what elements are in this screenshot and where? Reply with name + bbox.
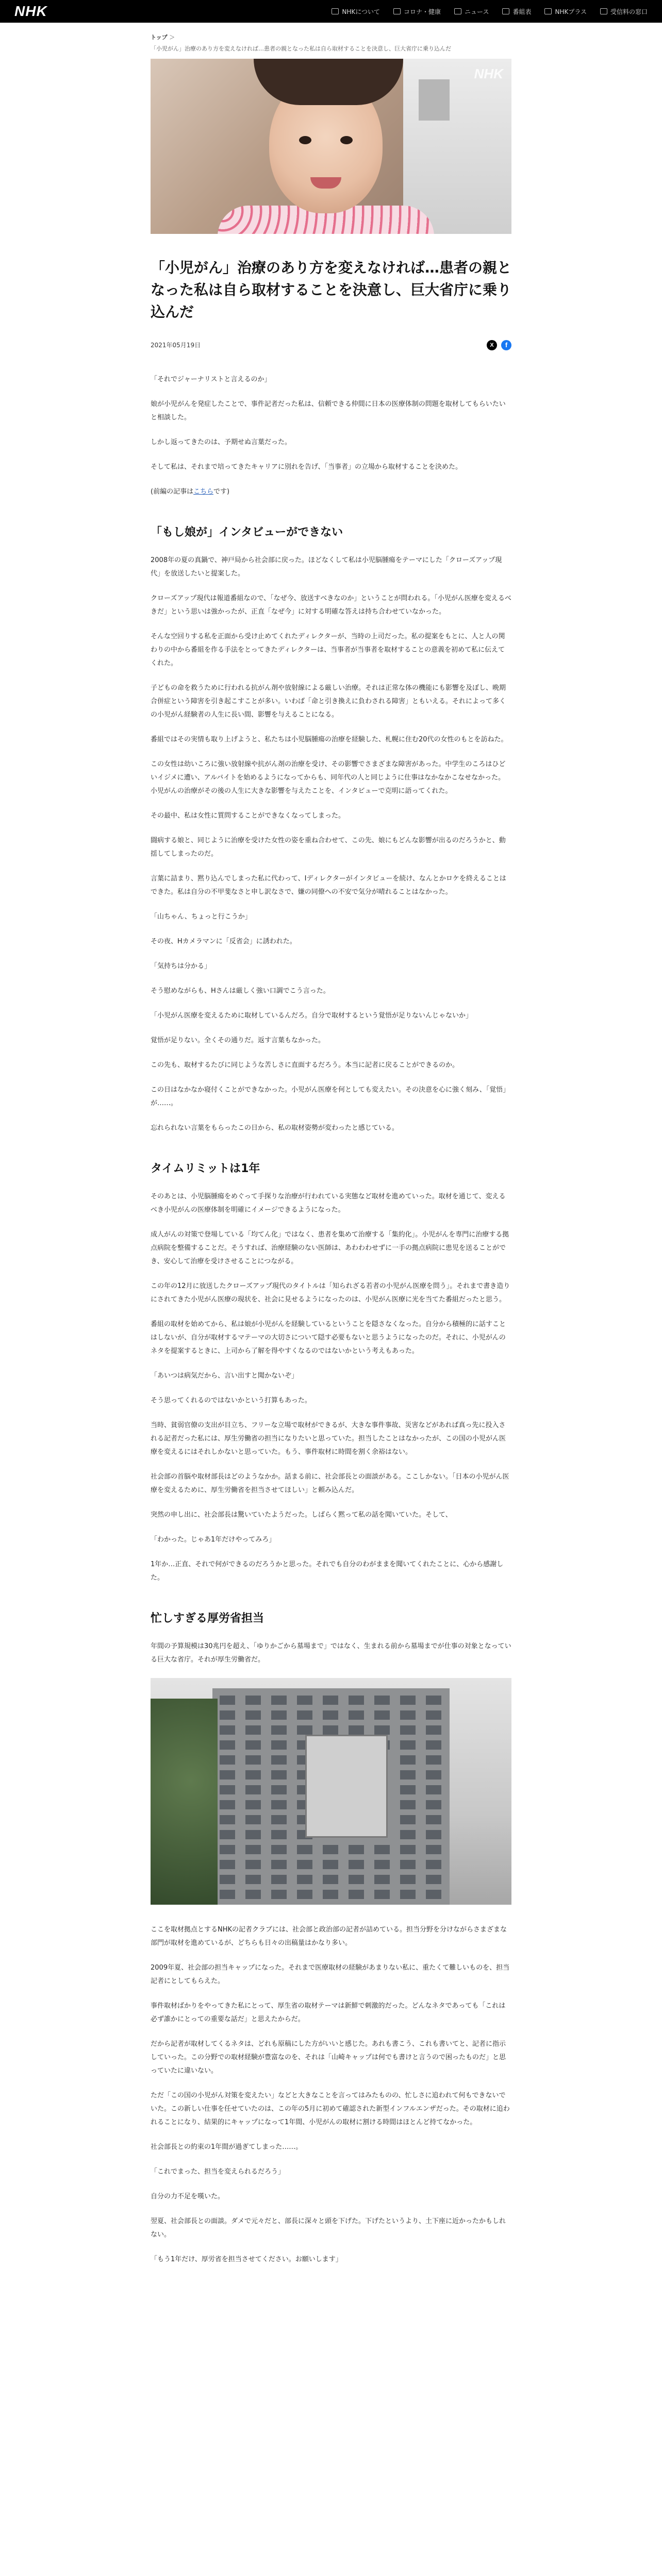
news-icon (454, 8, 461, 14)
paragraph: 年間の予算規模は30兆円を超え、「ゆりかごから墓場まで」ではなく、生まれる前から墓場までが仕事の対象となっている巨大な省庁。それが厚生労働省だ。 (151, 1642, 511, 1664)
paragraph: クローズアップ現代は報道番組なので、「なぜ今、放送すべきなのか」ということが問われる。「小児がん医療を変えるべきだ」という思いは強かったが、正直「なぜ今」に対する明確な答えは持ち合わせていなかった。 (151, 594, 511, 616)
nav-label: 受信料の窓口 (610, 8, 648, 15)
paragraph: 社会部の首脳や取材部長はどのようなかか。話まる前に、社会部長との面談がある。ここしかない。「日本の小児がん医療を変えるために、厚生労働省を担当させてほしい」と頼み込んだ。 (151, 1472, 509, 1494)
building-window (426, 1875, 441, 1884)
building-window (220, 1770, 235, 1780)
paragraph: その最中、私は女性に質問することができなくなってしまった。 (151, 811, 345, 820)
tv-guide-icon (502, 8, 509, 14)
building-window (220, 1710, 235, 1720)
header-nav (332, 7, 648, 16)
nav-item-nhk-plus[interactable] (544, 7, 587, 16)
building-window (245, 1696, 261, 1705)
building-window (323, 1710, 338, 1720)
hero-image (151, 59, 511, 234)
building-window (323, 1860, 338, 1869)
paragraph: この女性は幼いころに強い放射線や抗がん剤の治療を受け、その影響でさまざまな障害があった。中学生のころはひどいイジメに遭い、アルバイトを始めるようになってからも、同年代の人と同じように仕事はなかなかこなせなかった。小児がんの治療がその後の人生に大きな影響を与えたことを、インタビューで克明に語ってくれた。 (151, 760, 506, 795)
building-window (245, 1770, 261, 1780)
article-container (151, 23, 511, 2266)
share-x-icon[interactable]: X (487, 340, 497, 350)
building-window (426, 1815, 441, 1824)
building-window (245, 1800, 261, 1809)
nav-label: NHKプラス (555, 8, 587, 15)
paragraph: 忘れられない言葉をもらったこの日から、私の取材姿勢が変わったと感じている。 (151, 1124, 399, 1132)
building-window (349, 1890, 364, 1899)
intro-paragraph: そして私は、それまで培ってきたキャリアに別れを告げ、「当事者」の立場から取材することを決めた。 (151, 463, 462, 471)
paragraph: 「山ちゃん、ちょっと行こうか」 (151, 912, 252, 921)
hero-eye-right (340, 136, 353, 144)
building-window (297, 1725, 312, 1735)
paragraph: ただ「この国の小児がん対策を変えたい」などと大きなことを言ってはみたものの、忙しさに追われて何もできないでいた。この新しい仕事を任せていたのは、この年の5月に初めて確認された新型インフルエンザだった。その取材に追われることになり、結果的にキャップになって1年間、小児がんの取材に割ける時間はほとんど持てなかった。 (151, 2091, 510, 2126)
building-window (271, 1696, 287, 1705)
building-window (400, 1890, 416, 1899)
nav-label: コロナ・健康 (404, 8, 441, 15)
paragraph: 「小児がん医療を変えるために取材しているんだろ。自分で取材するという覚悟が足りないんじゃないか」 (151, 1011, 473, 1020)
building-window (271, 1815, 287, 1824)
paragraph: 翌夏、社会部長との面談。ダメで元々だと、部長に深々と頭を下げた。下げたというより、土下座に近かったかもしれない。 (151, 2217, 506, 2239)
building-window (271, 1770, 287, 1780)
building-window (400, 1785, 416, 1794)
building-window (220, 1875, 235, 1884)
hero-eye-left (299, 136, 311, 144)
paragraph: この日はなかなか寝付くことができなかった。小児がん医療を何としても変えたい。その決意を心に強く刻み、「覚悟」が……。 (151, 1086, 510, 1107)
paragraph: 闘病する娘と、同じように治療を受けた女性の姿を重ね合わせて、この先、娘にもどんな影響が出るのだろうかと、動揺してしまったのだ。 (151, 836, 506, 858)
building-window (323, 1845, 338, 1854)
paragraph: 番組ではその実情も取り上げようと、私たちは小児脳腫瘍の治療を経験した、札幌に住む20代の女性のもとを訪ねた。 (151, 735, 508, 743)
hero-background-wall (403, 59, 511, 234)
building-window (426, 1755, 441, 1765)
paragraph: そう慰めながらも、Hさんは厳しく強い口調でこう言った。 (151, 987, 330, 995)
ministry-building-photo (151, 1678, 511, 1905)
building-window (400, 1740, 416, 1750)
breadcrumb-current: 「小児がん」治療のあり方を変えなければ…患者の親となった私は自ら取材することを決意し、巨大省庁に乗り込んだ (151, 45, 451, 52)
previous-article-link[interactable]: こちら (193, 487, 213, 496)
info-icon (332, 8, 339, 14)
building-window (349, 1845, 364, 1854)
building-window (349, 1725, 364, 1735)
hero-watermark: NHK (474, 65, 503, 81)
tree-foliage (151, 1699, 218, 1905)
nav-item-fee[interactable] (600, 7, 648, 16)
nhk-logo[interactable]: NHK (14, 3, 47, 19)
nav-item-tv-guide[interactable] (502, 7, 531, 16)
building-window (426, 1785, 441, 1794)
building-window (349, 1875, 364, 1884)
building-window (374, 1696, 390, 1705)
paragraph: 2009年夏、社会部の担当キャップになった。それまで医療取材の経験があまりない私に、重たくて難しいものを、担当記者にとしてもらえた。 (151, 1963, 510, 1985)
building-window (271, 1785, 287, 1794)
building-window (349, 1860, 364, 1869)
nav-label: 番組表 (512, 8, 532, 15)
building-window (220, 1830, 235, 1839)
building-window (271, 1860, 287, 1869)
section-heading: タイムリミットは1年 (151, 1162, 260, 1175)
paragraph: だから記者が取材してくるネタは、どれも原稿にした方がいいと感じた。あれも書こう、これも書いてと、記者に指示していった。この分野での取材経験が豊富なのを、それは「山崎キャップは何でも書けと言うので困ったものだ」と思っていたに違いない。 (151, 2040, 506, 2075)
hero-mouth (310, 177, 341, 189)
nav-item-news[interactable] (454, 7, 489, 16)
breadcrumb-home[interactable]: トップ (151, 34, 168, 41)
building-window (426, 1845, 441, 1854)
paragraph: 「もう1年だけ、厚労省を担当させてください。お願いします」 (151, 2255, 342, 2263)
building-window (271, 1710, 287, 1720)
building-window (400, 1755, 416, 1765)
figure-paragraphs (151, 1923, 511, 2266)
paragraph: 言葉に詰まり、黙り込んでしまった私に代わって、Iディレクターがインタビューを続け、なんとかロケを終えることはできた。私は自分の不甲斐なさと申し訳なさで、嫌の同僚への不安で気分が晴れることはなかった。 (151, 874, 506, 896)
paragraph: 事件取材ばかりをやってきた私にとって、厚生省の取材テーマは新鮮で刺激的だった。どんなネタであっても「これは必ず誰かにとっての重要な話だ」と思えたからだ。 (151, 2002, 506, 2023)
building-window (374, 1725, 390, 1735)
prev-suffix: です) (213, 487, 230, 496)
building-window (426, 1890, 441, 1899)
intro-paragraph: 「それでジャーナリストと言えるのか」 (151, 375, 271, 383)
paragraph: 「あいつは病気だから、言い出すと聞かないぞ」 (151, 1371, 299, 1380)
paragraph: 社会部長との約束の1年間が過ぎてしまった……。 (151, 2143, 303, 2151)
paragraph: ここを取材拠点とするNHKの記者クラブには、社会部と政治部の記者が詰めている。担当分野を分けながらさまざまな部門が取材を進めているが、どちらも日々の出稿量はかなり多い。 (151, 1925, 507, 1947)
paragraph: 自分の力不足を嘆いた。 (151, 2192, 225, 2200)
building-window (220, 1845, 235, 1854)
section-heading: 忙しすぎる厚労省担当 (151, 1612, 264, 1625)
building-window (220, 1755, 235, 1765)
fee-icon (600, 8, 607, 14)
building-window (245, 1875, 261, 1884)
building-window (400, 1725, 416, 1735)
section-1-paragraphs (151, 554, 511, 1135)
play-icon (544, 8, 552, 14)
building-window (323, 1725, 338, 1735)
paragraph: 「わかった。じゃあ1年だけやってみろ」 (151, 1535, 276, 1544)
building-window (245, 1860, 261, 1869)
article-title: 「小児がん」治療のあり方を変えなければ…患者の親となった私は自ら取材することを決意し、巨大省庁に乗り込んだ (151, 259, 512, 321)
building-window (323, 1875, 338, 1884)
section-2-paragraphs (151, 1190, 511, 1585)
breadcrumb (151, 33, 511, 41)
publish-date: 2021年05月19日 (151, 342, 201, 349)
section-heading: 「もし娘が」インタビューができない (151, 526, 343, 539)
building-window (297, 1875, 312, 1884)
building-window (323, 1696, 338, 1705)
building-window (400, 1770, 416, 1780)
paragraph: 1年か…正直、それで何ができるのだろうかと思った。それでも自分のわがままを聞いてくれたことに、心から感謝した。 (151, 1560, 504, 1582)
building-window (245, 1710, 261, 1720)
building-window (245, 1845, 261, 1854)
building-window (297, 1860, 312, 1869)
building-window (426, 1710, 441, 1720)
building-window (374, 1860, 390, 1869)
article-body (151, 373, 511, 2266)
building-window (297, 1890, 312, 1899)
building-window (426, 1696, 441, 1705)
hero-hair (254, 59, 403, 105)
paragraph: そのあとは、小児脳腫瘍をめぐって手探りな治療が行われている実態など取材を進めていった。取材を通じて、変えるべき小児がんの医療体制を明確にイメージできるようになった。 (151, 1192, 506, 1214)
building-window (220, 1890, 235, 1899)
building-window (426, 1800, 441, 1809)
building-window (220, 1725, 235, 1735)
building-window (349, 1710, 364, 1720)
building-window (271, 1875, 287, 1884)
building-window (426, 1830, 441, 1839)
paragraph: 成人がんの対策で登場している「均てん化」ではなく、患者を集めて治療する「集約化」。小児がんを専門に治療する拠点病院を整備することだ。そうすれば、治療経験のない医師は、あわわわせずに一手の拠点病院に患児を送ることができ、安心して治療を受けさせることにつながる。 (151, 1230, 509, 1265)
share-buttons (487, 340, 511, 350)
building-window (374, 1710, 390, 1720)
paragraph: 番組の取材を始めてから、私は娘が小児がんを経験しているということを隠さなくなった。自分から積極的に話すことはしないが、自分が取材するマテーマの大切さについて隠す必要もないと思うようになったのだ。それに、小児がんのネタを提案するときに、上司から了解を得やすくなるのではないかという考えもあった。 (151, 1320, 506, 1355)
share-facebook-icon[interactable]: f (501, 340, 511, 350)
building-window (220, 1740, 235, 1750)
building-window (400, 1815, 416, 1824)
paragraph: 「気持ちは分かる」 (151, 962, 211, 970)
building-window (220, 1860, 235, 1869)
article-meta (151, 340, 511, 350)
building-window (245, 1890, 261, 1899)
paragraph: 「これでまった、担当を変えられるだろう」 (151, 2167, 285, 2176)
health-icon (393, 8, 401, 14)
building-window (297, 1845, 312, 1854)
building-window (400, 1845, 416, 1854)
building-window (297, 1696, 312, 1705)
intro-paragraph: 娘が小児がんを発症したことで、事件記者だった私は、信頼できる仲間に日本の医療体制の問題を取材してもらいたいと相談した。 (151, 400, 506, 421)
paragraph: 子どもの命を救うために行われる抗がん剤や放射線による厳しい治療。それは正常な体の機能にも影響を及ぼし、晩期合併症という障害を引き起こすことが多い。いわば「命と引き換えに負わされる障害」ともいえる。それによって多くの小児がん経験者の人生に長い間、影響を与えることになる。 (151, 684, 506, 719)
paragraph: その夜、Hカメラマンに「反省会」に誘われた。 (151, 937, 296, 945)
prev-prefix: (前編の記事は (151, 487, 194, 496)
building-window (374, 1875, 390, 1884)
building-window (245, 1740, 261, 1750)
building-window (400, 1875, 416, 1884)
building-window (271, 1740, 287, 1750)
paragraph: そんな空回りする私を正面から受け止めてくれたディレクターが、当時の上司だった。私の提案をもとに、人と人の関わりの中から番組を作る手法をとってきたディレクターは、当事者が当事者を取材することの意義を初めて私に伝えてくれた。 (151, 632, 505, 667)
building-window (245, 1830, 261, 1839)
building-window (245, 1815, 261, 1824)
site-header (0, 0, 662, 23)
intro-paragraph: しかし返ってきたのは、予期せぬ言葉だった。 (151, 438, 292, 446)
building-window (245, 1755, 261, 1765)
building-window (271, 1890, 287, 1899)
paragraph: 2008年の夏の真鍋で、神戸局から社会部に戻った。ほどなくして私は小児脳腫瘍をテーマにした「クローズアップ現代」を放送したいと提案した。 (151, 556, 502, 578)
building-window (374, 1845, 390, 1854)
paragraph: この年の12月に放送したクローズアップ現代のタイトルは「知られざる若者の小児がん医療を問う」。それまで書き造りにされてきた小児がん医療の現状を、社会に見せるようになったのは、小児がん医療に光を当てた番組だったと思う。 (151, 1282, 510, 1303)
previous-article-note (151, 485, 511, 499)
building-window (220, 1785, 235, 1794)
nav-item-about[interactable] (332, 7, 380, 16)
building-window (400, 1800, 416, 1809)
building-window (400, 1696, 416, 1705)
building-window (245, 1785, 261, 1794)
building-window (400, 1710, 416, 1720)
building-window (349, 1696, 364, 1705)
paragraph: 当時、貧弱官僚の支出が目立ち、フリーな立場で取材ができるが、大きな事件事故、災害などがあれば真っ先に投入される記者だった私には、厚生労働省の担当になりたいと思っていた。担当したことはなかったが、この国の小児がん医療を変えるにはそれしかないと思っていた。もう、事件取材に時間を割く余裕はない。 (151, 1421, 506, 1456)
paragraph: 突然の申し出に、社会部長は驚いていたようだった。しばらく黙って私の話を聞いていた。そして、 (151, 1511, 452, 1519)
building-window (400, 1830, 416, 1839)
building-window (271, 1830, 287, 1839)
building-window (426, 1860, 441, 1869)
paragraph: そう思ってくれるのではないかという打算もあった。 (151, 1396, 311, 1404)
building-window (220, 1815, 235, 1824)
section-3-paragraphs (151, 1640, 511, 1667)
building-sign (305, 1735, 388, 1838)
building-window (220, 1696, 235, 1705)
nav-item-health[interactable] (393, 7, 441, 16)
nav-label: NHKについて (342, 8, 380, 15)
building-window (271, 1845, 287, 1854)
building-window (271, 1800, 287, 1809)
building-window (426, 1740, 441, 1750)
building-window (426, 1770, 441, 1780)
building-window (374, 1890, 390, 1899)
paragraph: 覚悟が足りない。全くその通りだ。返す言葉もなかった。 (151, 1036, 325, 1044)
building-window (271, 1755, 287, 1765)
building-window (323, 1890, 338, 1899)
building-window (400, 1860, 416, 1869)
nav-label: ニュース (465, 8, 489, 15)
paragraph: この先も、取材するたびに同じような苦しさに直面するだろう。本当に記者に戻ることができるのか。 (151, 1061, 459, 1069)
building-window (271, 1725, 287, 1735)
building-window (245, 1725, 261, 1735)
breadcrumb-separator: ＞ (169, 34, 175, 41)
building-window (426, 1725, 441, 1735)
building-window (220, 1800, 235, 1809)
building-window (297, 1710, 312, 1720)
